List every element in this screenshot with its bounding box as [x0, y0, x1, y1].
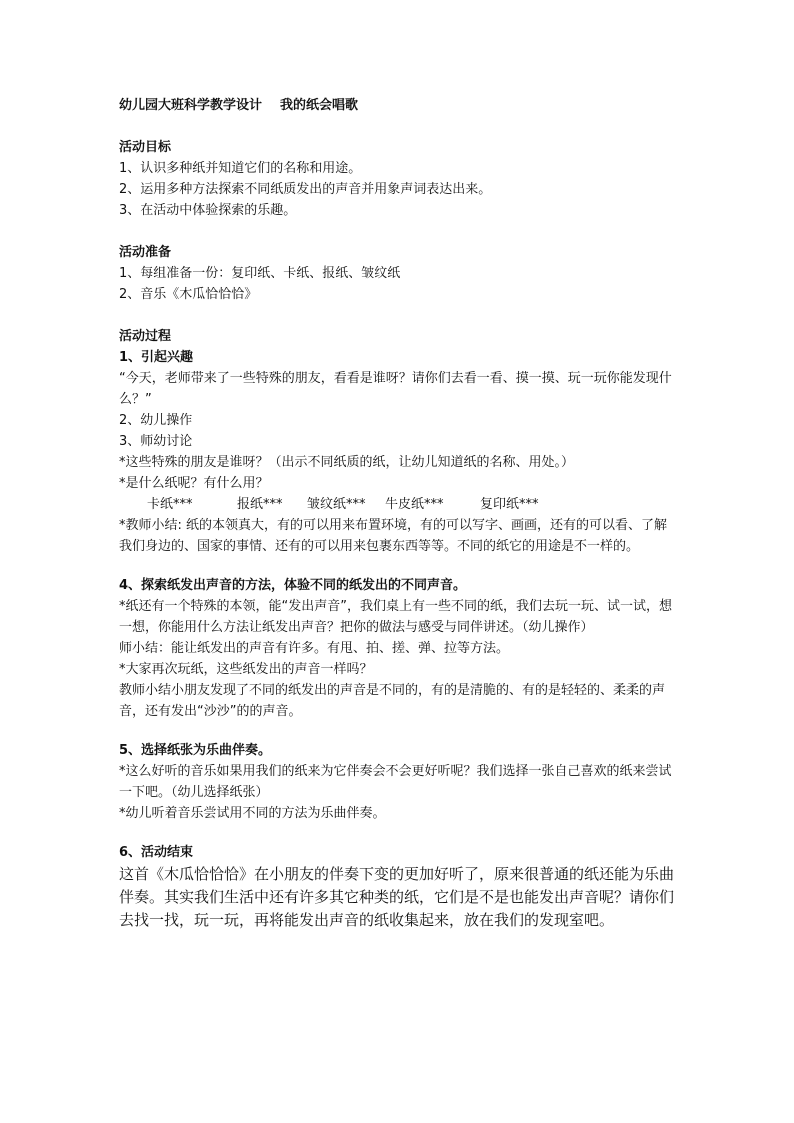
step4-heading: 4、探索纸发出声音的方法，体验不同的纸发出的不同声音。: [119, 578, 467, 593]
question-1: *这些特殊的朋友是谁呀？（出示不同纸质的纸，让幼儿知道纸的名称、用处。）: [119, 455, 575, 470]
step5-paragraph: *幼儿听着音乐尝试用不同的方法为乐曲伴奏。: [119, 806, 386, 821]
goal-item: 1、认识多种纸并知道它们的名称和用途。: [119, 161, 362, 176]
paper-item: 卡纸***: [147, 497, 193, 512]
paper-list: [119, 494, 679, 515]
step1-quote: “今天，老师带来了一些特殊的朋友，看看是谁呀？请你们去看一看、摸一摸、玩一玩你能发现什么？”: [119, 371, 672, 407]
prep-item: 2、音乐《木瓜恰恰恰》: [119, 287, 258, 302]
step6-heading: 6、活动结束: [119, 845, 194, 860]
paper-item: 皱纹纸***: [307, 497, 366, 512]
paper-item: 报纸***: [237, 497, 283, 512]
document-title: [119, 96, 679, 116]
process-heading: 活动过程: [119, 329, 172, 344]
step5-paragraph: *这么好听的音乐如果用我们的纸来为它伴奏会不会更好听呢？我们选择一张自己喜欢的纸来尝试一下吧。（幼儿选择纸张）: [119, 764, 672, 800]
step4-paragraph: *大家再次玩纸，这些纸发出的声音一样吗？: [119, 662, 373, 677]
paper-item: 复印纸***: [480, 497, 539, 512]
goal-item: 2、运用多种方法探索不同纸质发出的声音并用象声词表达出来。: [119, 182, 492, 197]
step4-paragraph: 师小结：能让纸发出的声音有许多。有甩、拍、搓、弹、拉等方法。: [119, 641, 510, 656]
goal-item: 3、在活动中体验探索的乐趣。: [119, 203, 297, 218]
document-body: [119, 96, 679, 932]
step4-paragraph: 教师小结小朋友发现了不同的纸发出的声音是不同的，有的是清脆的、有的是轻轻的、柔柔的声音，还有发出“沙沙”的的声音。: [119, 683, 666, 719]
step5-heading: 5、选择纸张为乐曲伴奏。: [119, 743, 272, 758]
step2: 2、幼儿操作: [119, 413, 193, 428]
title-sub: 我的纸会唱歌: [280, 98, 359, 113]
step1-heading: 1、引起兴趣: [119, 350, 194, 365]
step4-paragraph: *纸还有一个特殊的本领，能“发出声音”，我们桌上有一些不同的纸，我们去玩一玩、试一试，想一想，你能用什么方法让纸发出声音？把你的做法与感受与同伴讲述。（幼儿操作）: [119, 599, 672, 635]
title-main: 幼儿园大班科学教学设计: [119, 98, 263, 113]
paper-item: 牛皮纸***: [385, 497, 444, 512]
teacher-summary-1: *教师小结: 纸的本领真大，有的可以用来布置环境，有的可以写字、画画，还有的可以看、了解我们身边的、国家的事情、还有的可以用来包裹东西等等。不同的纸它的用途是不一样的。: [119, 518, 668, 554]
goals-heading: 活动目标: [119, 140, 172, 155]
prep-item: 1、每组准备一份：复印纸、卡纸、报纸、皱纹纸: [119, 266, 401, 281]
step3: 3、师幼讨论: [119, 434, 193, 449]
step6-paragraph: 这首《木瓜恰恰恰》在小朋友的伴奏下变的更加好听了，原来很普通的纸还能为乐曲伴奏。其实我们生活中还有许多其它种类的纸，它们是不是也能发出声音呢？请你们去找一找，玩一玩，再将能发出声音的纸收集起来，放在我们的发现室吧。: [119, 865, 675, 929]
question-2: *是什么纸呢？有什么用？: [119, 476, 269, 491]
prep-heading: 活动准备: [119, 245, 172, 260]
